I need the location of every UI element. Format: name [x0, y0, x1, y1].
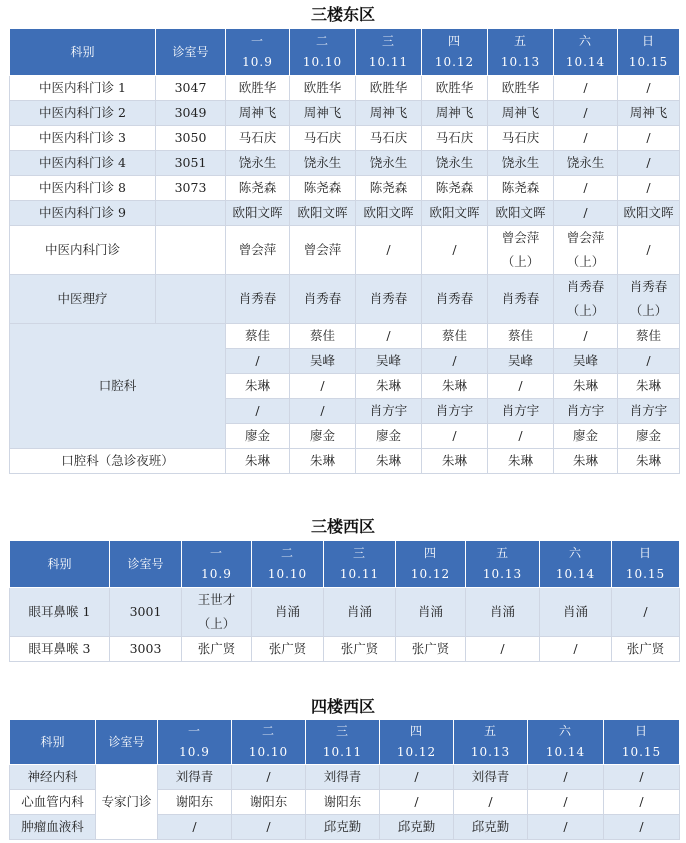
schedule-cell: / [226, 349, 290, 374]
dept-cell: 神经内科 [10, 765, 96, 790]
schedule-cell: 朱琳 [422, 449, 488, 474]
schedule-cell: / [618, 126, 680, 151]
dept-cell: 中医内科门诊 2 [10, 101, 156, 126]
schedule-cell [618, 226, 680, 275]
schedule-cell: 朱琳 [554, 449, 618, 474]
section-title-west4: 四楼西区 [310, 697, 375, 716]
table-row [10, 101, 680, 126]
schedule-cell: 张广贤 [396, 637, 466, 662]
schedule-cell-line: （上） [501, 254, 540, 269]
column-header-day: 三 10.11 [324, 541, 396, 588]
table-row [10, 201, 680, 226]
schedule-cell: 肖方宇 [488, 399, 554, 424]
schedule-cell: 吴峰 [554, 349, 618, 374]
column-header-day: 三 10.11 [356, 29, 422, 76]
column-header-day: 日 10.15 [612, 541, 680, 588]
dept-cell: 中医内科门诊 [10, 226, 156, 275]
column-header-room: 诊室号 [156, 29, 226, 76]
schedule-cell: / [466, 637, 540, 662]
schedule-table-west4 [9, 719, 680, 840]
schedule-cell: 谢阳东 [158, 790, 232, 815]
schedule-cell: 马石庆 [422, 126, 488, 151]
schedule-cell-line: 肖秀春 [629, 279, 668, 294]
schedule-cell: 朱琳 [290, 449, 356, 474]
table-row [10, 324, 680, 349]
schedule-cell: 朱琳 [488, 449, 554, 474]
dept-cell: 眼耳鼻喉 1 [10, 588, 110, 637]
schedule-cell: / [226, 399, 290, 424]
column-header-day: 六 10.14 [540, 541, 612, 588]
schedule-cell-line: （上） [566, 303, 605, 318]
schedule-cell [290, 226, 356, 275]
schedule-cell: 欧阳文晖 [290, 201, 356, 226]
schedule-cell-line: （上） [566, 254, 605, 269]
table-row [10, 176, 680, 201]
schedule-cell: 欧阳文晖 [618, 201, 680, 226]
schedule-cell: / [528, 765, 604, 790]
schedule-cell: 廖金 [618, 424, 680, 449]
schedule-cell: 欧胜华 [488, 76, 554, 101]
schedule-cell: 欧胜华 [422, 76, 488, 101]
column-header-day: 四 10.12 [422, 29, 488, 76]
schedule-cell: / [528, 815, 604, 840]
room-cell [156, 201, 226, 226]
schedule-cell: / [232, 765, 306, 790]
schedule-cell: / [454, 790, 528, 815]
schedule-cell: / [158, 815, 232, 840]
schedule-cell: 欧阳文晖 [422, 201, 488, 226]
schedule-cell: 蔡佳 [422, 324, 488, 349]
schedule-cell: 蔡佳 [618, 324, 680, 349]
schedule-cell: 饶永生 [356, 151, 422, 176]
column-header-day: 六 10.14 [554, 29, 618, 76]
room-cell: 3073 [156, 176, 226, 201]
schedule-cell: / [488, 374, 554, 399]
schedule-cell: 欧胜华 [356, 76, 422, 101]
schedule-cell: 陈尧森 [356, 176, 422, 201]
header-row [10, 541, 680, 588]
schedule-cell: / [422, 424, 488, 449]
column-header-day: 二 10.10 [252, 541, 324, 588]
schedule-cell: 马石庆 [290, 126, 356, 151]
schedule-cell: 朱琳 [554, 374, 618, 399]
schedule-cell: 朱琳 [618, 449, 680, 474]
schedule-cell: / [618, 176, 680, 201]
section-title-east: 三楼东区 [310, 5, 375, 24]
schedule-cell: 周神飞 [618, 101, 680, 126]
schedule-cell-line: 王世才 [197, 592, 236, 607]
schedule-cell-line: 肖秀春 [238, 291, 277, 306]
dept-cell: 中医理疗 [10, 275, 156, 324]
schedule-cell: 刘得青 [158, 765, 232, 790]
column-header-room: 诊室号 [96, 720, 158, 765]
schedule-cell: / [604, 765, 680, 790]
schedule-cell-line: （上） [629, 303, 668, 318]
column-header-day: 四 10.12 [380, 720, 454, 765]
schedule-cell: / [422, 349, 488, 374]
schedule-cell: 周神飞 [488, 101, 554, 126]
table-row [10, 275, 680, 324]
column-header-day: 五 10.13 [488, 29, 554, 76]
dept-cell: 口腔科 [10, 324, 226, 449]
schedule-cell [422, 275, 488, 324]
column-header-day: 四 10.12 [396, 541, 466, 588]
schedule-cell [554, 226, 618, 275]
schedule-cell-line: 曾会萍 [303, 242, 342, 257]
schedule-cell: 周神飞 [226, 101, 290, 126]
dept-cell: 中医内科门诊 9 [10, 201, 156, 226]
schedule-cell: 蔡佳 [226, 324, 290, 349]
schedule-cell: 周神飞 [422, 101, 488, 126]
schedule-cell: 邱克勤 [454, 815, 528, 840]
column-header-day: 二 10.10 [290, 29, 356, 76]
room-cell: 3049 [156, 101, 226, 126]
schedule-cell-line: 肖秀春 [369, 291, 408, 306]
schedule-cell-line: 肖秀春 [303, 291, 342, 306]
table-row [10, 76, 680, 101]
dept-cell: 口腔科（急诊夜班） [10, 449, 226, 474]
table-row [10, 449, 680, 474]
column-header-dept: 科别 [10, 541, 110, 588]
room-cell: 3047 [156, 76, 226, 101]
schedule-cell: / [356, 324, 422, 349]
schedule-cell: 欧胜华 [290, 76, 356, 101]
schedule-cell: 谢阳东 [306, 790, 380, 815]
column-header-day: 六 10.14 [528, 720, 604, 765]
schedule-cell-line: 曾会萍 [501, 230, 540, 245]
schedule-cell: 饶永生 [226, 151, 290, 176]
column-header-day: 一 10.9 [226, 29, 290, 76]
dept-cell: 中医内科门诊 1 [10, 76, 156, 101]
schedule-cell: 欧阳文晖 [356, 201, 422, 226]
schedule-cell: 陈尧森 [226, 176, 290, 201]
schedule-cell: / [618, 151, 680, 176]
schedule-cell-line: / [452, 242, 457, 257]
schedule-cell: 陈尧森 [422, 176, 488, 201]
schedule-cell: 廖金 [356, 424, 422, 449]
schedule-cell: / [290, 374, 356, 399]
schedule-cell: / [488, 424, 554, 449]
schedule-cell: 马石庆 [356, 126, 422, 151]
dept-cell: 眼耳鼻喉 3 [10, 637, 110, 662]
schedule-cell: 张广贤 [252, 637, 324, 662]
table-row [10, 151, 680, 176]
dept-cell: 中医内科门诊 3 [10, 126, 156, 151]
schedule-cell: 陈尧森 [488, 176, 554, 201]
schedule-cell: / [380, 765, 454, 790]
schedule-cell: 饶永生 [488, 151, 554, 176]
schedule-cell-line: 肖秀春 [566, 279, 605, 294]
schedule-cell: 肖涌 [324, 588, 396, 637]
column-header-day: 一 10.9 [182, 541, 252, 588]
schedule-cell-line: （上） [197, 616, 236, 631]
schedule-cell: / [554, 76, 618, 101]
table-row [10, 226, 680, 275]
column-header-day: 五 10.13 [466, 541, 540, 588]
schedule-cell: / [612, 588, 680, 637]
schedule-cell: 饶永生 [290, 151, 356, 176]
schedule-cell-line: / [386, 242, 391, 257]
schedule-cell: 刘得青 [454, 765, 528, 790]
schedule-cell: 吴峰 [488, 349, 554, 374]
column-header-dept: 科别 [10, 29, 156, 76]
schedule-cell-line: 曾会萍 [566, 230, 605, 245]
room-cell: 3003 [110, 637, 182, 662]
section-title-west3: 三楼西区 [310, 517, 375, 536]
schedule-cell [226, 275, 290, 324]
table-row [10, 126, 680, 151]
schedule-cell-line: / [646, 242, 651, 257]
schedule-cell: 吴峰 [290, 349, 356, 374]
schedule-cell: 饶永生 [554, 151, 618, 176]
schedule-cell: 朱琳 [618, 374, 680, 399]
schedule-cell [356, 226, 422, 275]
schedule-cell: 肖方宇 [356, 399, 422, 424]
dept-cell: 肿瘤血液科 [10, 815, 96, 840]
schedule-cell: 肖涌 [466, 588, 540, 637]
schedule-cell: / [554, 324, 618, 349]
schedule-cell [356, 275, 422, 324]
column-header-day: 日 10.15 [618, 29, 680, 76]
schedule-cell: 张广贤 [182, 637, 252, 662]
schedule-cell: 肖方宇 [422, 399, 488, 424]
schedule-cell: 朱琳 [422, 374, 488, 399]
schedule-cell: 朱琳 [226, 449, 290, 474]
schedule-cell: 朱琳 [226, 374, 290, 399]
schedule-cell: / [554, 126, 618, 151]
schedule-cell: 欧阳文晖 [488, 201, 554, 226]
schedule-cell: 肖涌 [252, 588, 324, 637]
room-cell [156, 226, 226, 275]
schedule-cell: / [554, 101, 618, 126]
schedule-cell: 周神飞 [356, 101, 422, 126]
schedule-table-east [9, 28, 680, 474]
schedule-cell-line: 肖秀春 [501, 291, 540, 306]
schedule-cell [488, 275, 554, 324]
schedule-cell [618, 275, 680, 324]
schedule-cell: 肖方宇 [618, 399, 680, 424]
schedule-cell [554, 275, 618, 324]
table-row [10, 637, 680, 662]
room-cell [156, 275, 226, 324]
room-cell: 3051 [156, 151, 226, 176]
schedule-cell: / [604, 815, 680, 840]
schedule-cell: 邱克勤 [306, 815, 380, 840]
table-row [10, 588, 680, 637]
schedule-cell: / [290, 399, 356, 424]
room-cell: 专家门诊 [96, 765, 158, 840]
schedule-cell [182, 588, 252, 637]
schedule-cell [226, 226, 290, 275]
room-cell: 3001 [110, 588, 182, 637]
schedule-cell: / [618, 349, 680, 374]
dept-cell: 中医内科门诊 4 [10, 151, 156, 176]
column-header-dept: 科别 [10, 720, 96, 765]
column-header-day: 日 10.15 [604, 720, 680, 765]
schedule-cell: / [380, 790, 454, 815]
schedule-cell: 马石庆 [488, 126, 554, 151]
dept-cell: 心血管内科 [10, 790, 96, 815]
schedule-cell-line: 肖秀春 [435, 291, 474, 306]
column-header-day: 二 10.10 [232, 720, 306, 765]
schedule-cell: 饶永生 [422, 151, 488, 176]
schedule-cell: 肖涌 [396, 588, 466, 637]
schedule-cell: 廖金 [226, 424, 290, 449]
schedule-cell: 刘得青 [306, 765, 380, 790]
header-row [10, 720, 680, 765]
schedule-table-west3 [9, 540, 680, 662]
table-row [10, 765, 680, 790]
schedule-cell: 张广贤 [324, 637, 396, 662]
schedule-cell [290, 275, 356, 324]
column-header-day: 一 10.9 [158, 720, 232, 765]
dept-cell: 中医内科门诊 8 [10, 176, 156, 201]
schedule-cell: 陈尧森 [290, 176, 356, 201]
schedule-cell: 张广贤 [612, 637, 680, 662]
schedule-cell: 马石庆 [226, 126, 290, 151]
schedule-cell: 朱琳 [356, 449, 422, 474]
schedule-cell-line: 曾会萍 [238, 242, 277, 257]
schedule-cell: / [232, 815, 306, 840]
schedule-cell: / [554, 201, 618, 226]
schedule-cell: 蔡佳 [488, 324, 554, 349]
schedule-cell: 朱琳 [356, 374, 422, 399]
header-row [10, 29, 680, 76]
column-header-day: 三 10.11 [306, 720, 380, 765]
schedule-cell: / [604, 790, 680, 815]
schedule-cell: 周神飞 [290, 101, 356, 126]
schedule-cell: / [554, 176, 618, 201]
schedule-cell: 肖方宇 [554, 399, 618, 424]
room-cell: 3050 [156, 126, 226, 151]
schedule-cell: 欧胜华 [226, 76, 290, 101]
schedule-cell: 欧阳文晖 [226, 201, 290, 226]
schedule-cell: / [528, 790, 604, 815]
schedule-cell: 谢阳东 [232, 790, 306, 815]
column-header-day: 五 10.13 [454, 720, 528, 765]
schedule-cell [422, 226, 488, 275]
schedule-cell: 廖金 [290, 424, 356, 449]
schedule-cell: 廖金 [554, 424, 618, 449]
schedule-cell: 邱克勤 [380, 815, 454, 840]
schedule-cell [488, 226, 554, 275]
schedule-cell: / [540, 637, 612, 662]
column-header-room: 诊室号 [110, 541, 182, 588]
schedule-cell: 蔡佳 [290, 324, 356, 349]
schedule-cell: 吴峰 [356, 349, 422, 374]
schedule-cell: 肖涌 [540, 588, 612, 637]
schedule-cell: / [618, 76, 680, 101]
